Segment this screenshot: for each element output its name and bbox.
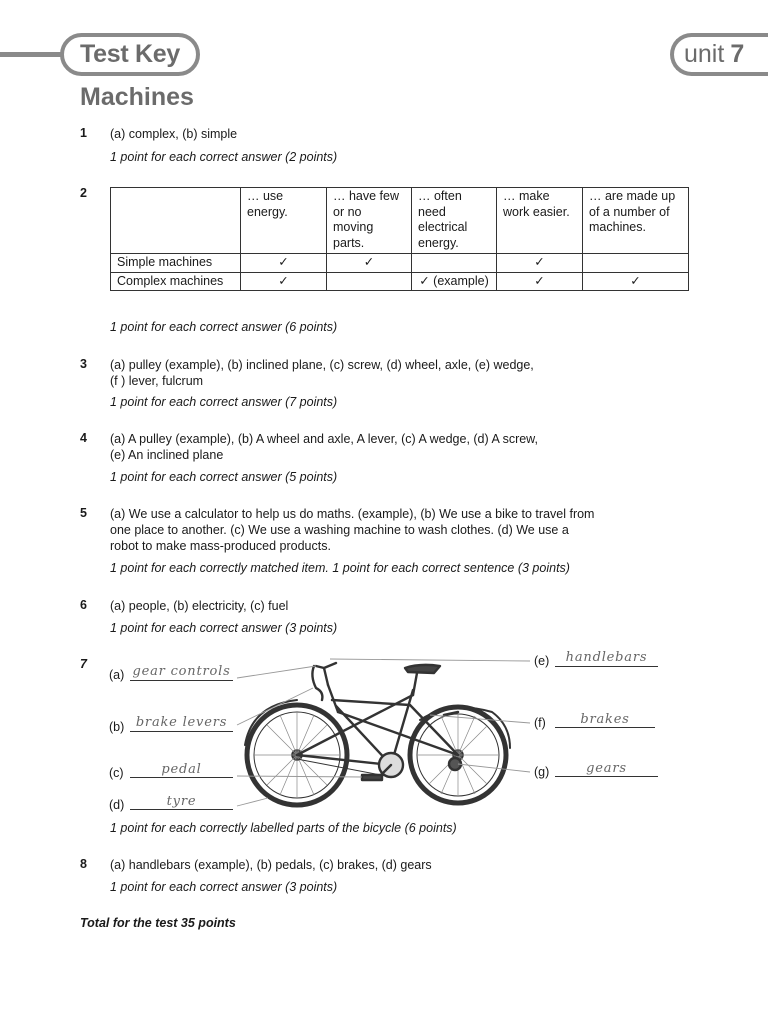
table-header-cell: … use energy. [241, 188, 327, 254]
table-header-cell: … make work easier. [497, 188, 583, 254]
question-number-7: 7 [80, 657, 87, 671]
test-key-badge [60, 33, 200, 76]
q2-points: 1 point for each correct answer (6 points) [110, 320, 338, 334]
label-b-letter: (b) [109, 720, 125, 734]
label-a-answer: gear controls [132, 664, 231, 679]
q6-points: 1 point for each correct answer (3 points) [110, 621, 338, 635]
row-label: Simple machines [111, 254, 241, 273]
question-number-5: 5 [80, 506, 87, 520]
label-a-letter: (a) [109, 668, 125, 682]
unit-word: unit [684, 40, 725, 68]
q8-answer: (a) handlebars (example), (b) pedals, (c) brakes, (d) gears [110, 858, 432, 872]
label-d-line [130, 809, 233, 810]
q4-points: 1 point for each correct answer (5 points) [110, 470, 338, 484]
question-number-4: 4 [80, 431, 87, 445]
table-cell: ✓ [583, 272, 689, 291]
table-header-cell: … have few or no moving parts. [327, 188, 412, 254]
machines-table [110, 187, 689, 291]
label-c-line [130, 777, 233, 778]
table-cell: ✓ (example) [412, 272, 497, 291]
label-b-line [130, 731, 233, 732]
q1-answer: (a) complex, (b) simple [110, 127, 238, 141]
table-header-cell: … often need electrical energy. [412, 188, 497, 254]
label-g-answer: gears [586, 761, 627, 776]
test-total: Total for the test 35 points [80, 916, 236, 930]
question-number-8: 8 [80, 857, 87, 871]
table-cell [327, 272, 412, 291]
question-number-3: 3 [80, 357, 87, 371]
label-f-answer: brakes [580, 712, 630, 727]
label-a-line [130, 680, 233, 681]
q5-points: 1 point for each correctly matched item. 1 point for each correct sentence (3 points) [110, 561, 570, 575]
q5-answer-line3: robot to make mass-produced products. [110, 539, 331, 553]
table-cell [583, 254, 689, 273]
q3-answer-line2: (f ) lever, fulcrum [110, 374, 204, 388]
q5-answer-line2: one place to another. (c) We use a washing machine to wash clothes. (d) We use a [110, 523, 569, 537]
label-c-letter: (c) [109, 766, 124, 780]
page-title: Machines [80, 83, 194, 111]
label-e-answer: handlebars [565, 650, 648, 665]
q8-points: 1 point for each correct answer (3 points) [110, 880, 338, 894]
q6-answer: (a) people, (b) electricity, (c) fuel [110, 599, 289, 613]
label-g-line [555, 776, 658, 777]
label-g-letter: (g) [534, 765, 550, 779]
label-d-letter: (d) [109, 798, 125, 812]
table-corner-cell [111, 188, 241, 254]
table-cell: ✓ [241, 254, 327, 273]
table-cell [412, 254, 497, 273]
table-row [111, 254, 689, 273]
q1-points: 1 point for each correct answer (2 points) [110, 150, 338, 164]
label-e-letter: (e) [534, 654, 550, 668]
label-d-answer: tyre [166, 794, 197, 809]
label-f-letter: (f) [534, 716, 546, 730]
q4-answer-line1: (a) A pulley (example), (b) A wheel and axle, A lever, (c) A wedge, (d) A screw, [110, 432, 538, 446]
label-c-answer: pedal [161, 762, 202, 777]
q4-answer-line2: (e) An inclined plane [110, 448, 224, 462]
unit-number: 7 [730, 40, 745, 68]
table-cell: ✓ [497, 254, 583, 273]
table-cell: ✓ [327, 254, 412, 273]
label-f-line [555, 727, 655, 728]
question-number-6: 6 [80, 598, 87, 612]
table-header-row [111, 188, 689, 254]
question-number-2: 2 [80, 186, 87, 200]
header-rule [0, 52, 64, 57]
row-label: Complex machines [111, 272, 241, 291]
q7-points: 1 point for each correctly labelled parts of the bicycle (6 points) [110, 821, 457, 835]
table-cell: ✓ [241, 272, 327, 291]
q5-answer-line1: (a) We use a calculator to help us do maths. (example), (b) We use a bike to travel from [110, 507, 595, 521]
table-cell: ✓ [497, 272, 583, 291]
test-key-label: Test Key [80, 40, 180, 68]
table-row [111, 272, 689, 291]
question-number-1: 1 [80, 126, 87, 140]
q3-points: 1 point for each correct answer (7 points) [110, 395, 338, 409]
unit-badge [670, 33, 768, 76]
label-b-answer: brake levers [135, 715, 228, 730]
q3-answer-line1: (a) pulley (example), (b) inclined plane, (c) screw, (d) wheel, axle, (e) wedge, [110, 358, 534, 372]
label-e-line [555, 666, 658, 667]
table-header-cell: … are made up of a number of machines. [583, 188, 689, 254]
